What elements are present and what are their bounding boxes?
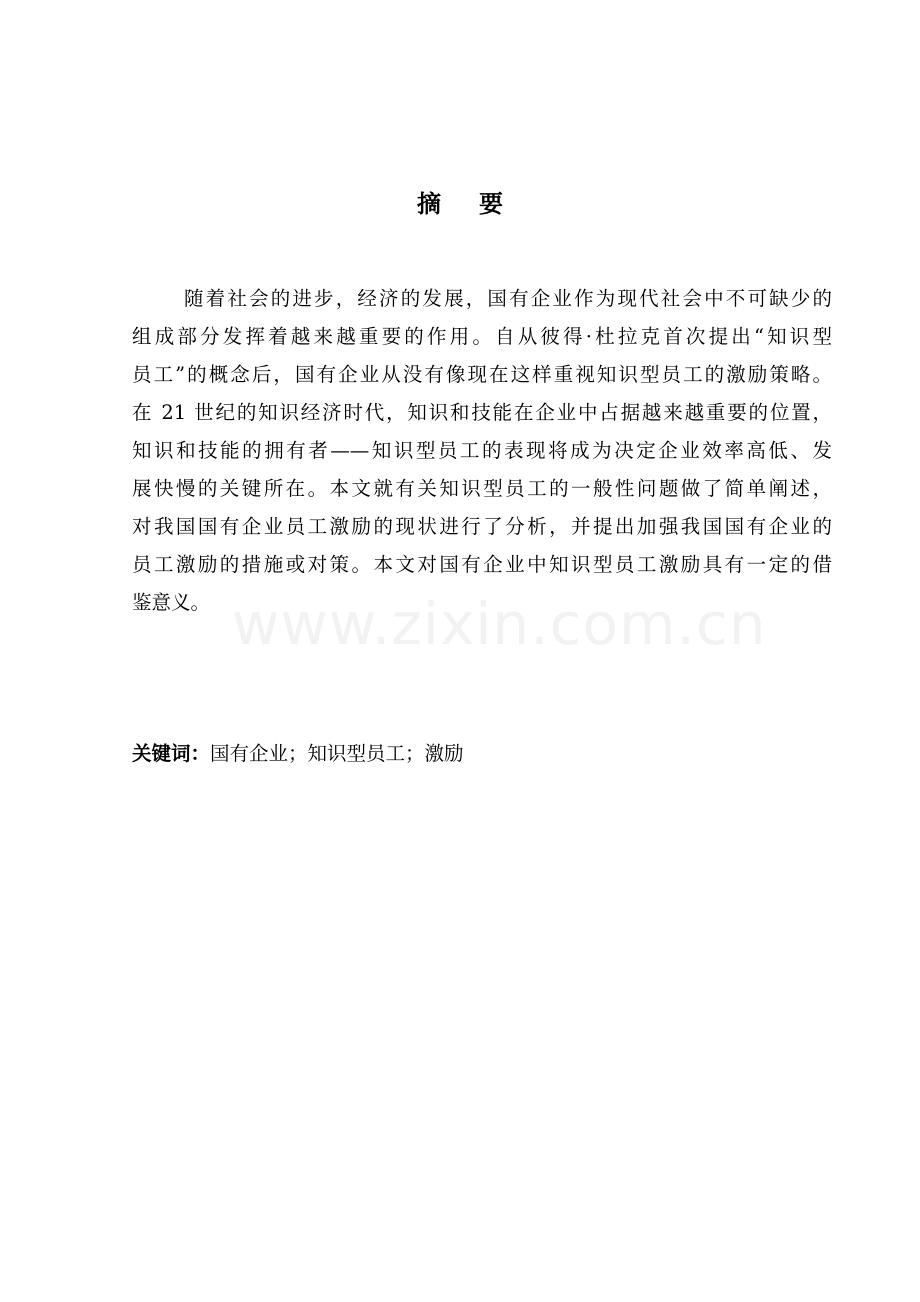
abstract-title-part2: 要 xyxy=(479,189,503,218)
abstract-line: 知识和技能的拥有者——知识型员工的表现将成为决定企业效率高低、发 xyxy=(132,439,832,462)
keywords-value: 国有企业；知识型员工；激励 xyxy=(210,742,464,765)
keywords-line xyxy=(132,735,832,773)
abstract-line: 对我国国有企业员工激励的现状进行了分析，并提出加强我国国有企业的 xyxy=(132,515,832,538)
abstract-line: 员工”的概念后，国有企业从没有像现在这样重视知识型员工的激励策略。 xyxy=(132,363,832,386)
abstract-line: 在 21 世纪的知识经济时代，知识和技能在企业中占据越来越重要的位置， xyxy=(132,401,832,424)
abstract-line: 随着社会的进步，经济的发展，国有企业作为现代社会中不可缺少的 xyxy=(184,287,832,310)
abstract-title-part1: 摘 xyxy=(417,189,441,218)
abstract-title xyxy=(0,186,920,222)
abstract-body xyxy=(132,280,832,622)
abstract-line: 组成部分发挥着越来越重要的作用。自从彼得·杜拉克首次提出“知识型 xyxy=(132,325,832,348)
watermark-text: www.zixin.com.cn xyxy=(232,590,767,658)
abstract-line: 员工激励的措施或对策。本文对国有企业中知识型员工激励具有一定的借 xyxy=(132,553,832,576)
keywords-label: 关键词： xyxy=(132,742,211,765)
abstract-line: 展快慢的关键所在。本文就有关知识型员工的一般性问题做了简单阐述， xyxy=(132,477,832,500)
abstract-line: 鉴意义。 xyxy=(132,591,211,614)
